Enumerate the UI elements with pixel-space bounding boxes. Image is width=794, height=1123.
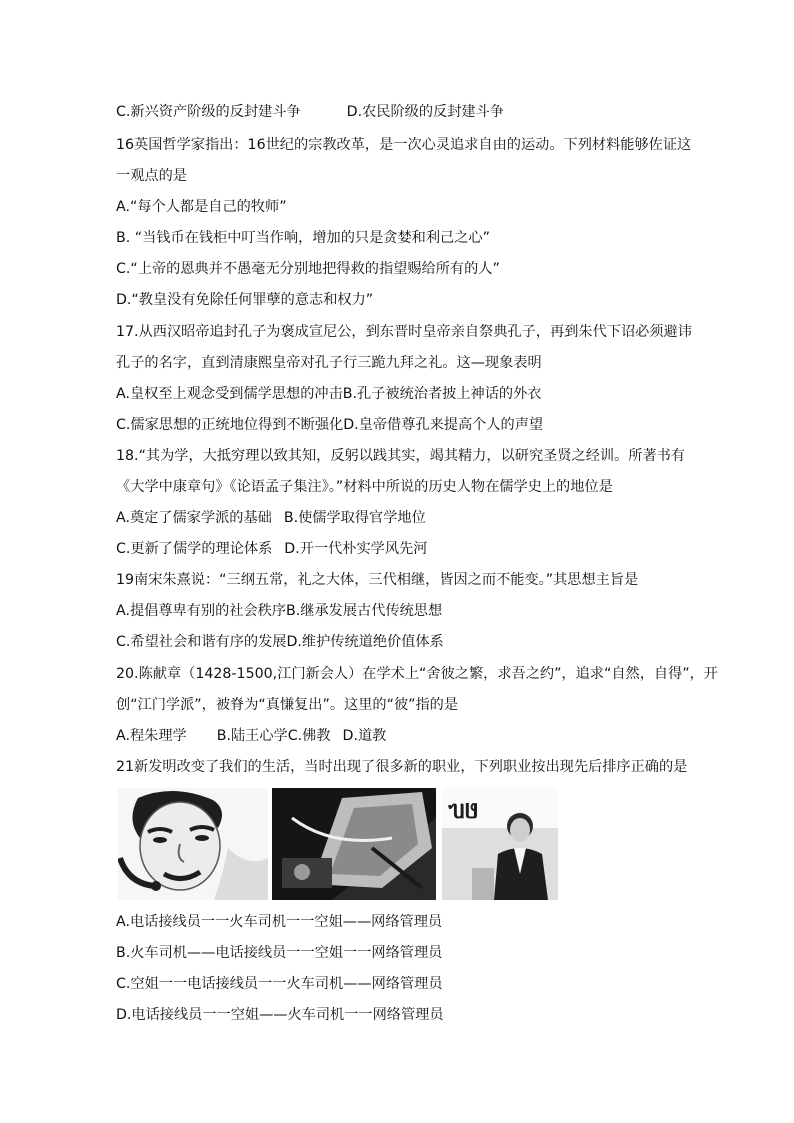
q18-option-c: C.更新了儒学的理论体系 <box>116 541 273 557</box>
q19-stem-line1: 19南宋朱熹说：“三纲五常，礼之大体，三代相继，皆因之而不能变。”其思想主旨是 <box>116 572 639 588</box>
q18-option-a: A.奠定了儒家学派的基础 <box>116 510 272 526</box>
photo-operator <box>118 788 268 900</box>
q19-options-ab: A.提倡尊卑有别的社会秩序B.继承发展古代传统思想 <box>116 603 443 619</box>
q15-option-d: D.农民阶级的反封建斗争 <box>346 104 504 120</box>
q16-option-b: B. “当钱币在钱柜中叮当作响，增加的只是贪婪和利己之心” <box>116 230 490 246</box>
q16-stem-line1: 16英国哲学家指出：16世纪的宗教改革，是一次心灵追求自由的运动。下列材料能够佐证这 <box>116 137 692 153</box>
q17-stem-line2: 孔子的名字，直到清康熙皇帝对孔子行三跪九拜之礼。这—现象表明 <box>116 355 542 371</box>
q17-options-cd: C.儒家思想的正统地位得到不断强化D.皇帝借尊孔来提高个人的声望 <box>116 417 544 433</box>
photo-sign-text: ᥔᥳ <box>448 795 479 825</box>
q21-photo-strip <box>118 788 558 900</box>
q16-option-d: D.“教皇没有免除任何罪孽的意志和权力” <box>116 292 374 308</box>
q18-stem-line1: 18.“其为学，大抵穷理以致其知，反躬以践其实，竭其精力，以研究圣贤之经训。所著书有 <box>116 448 686 464</box>
q19-options-cd: C.希望社会和谐有序的发展D.维护传统道绝价值体系 <box>116 634 444 650</box>
photo-train-driver <box>272 788 436 900</box>
q18-options-ab <box>116 508 426 528</box>
q16-stem-line2: 一观点的是 <box>116 168 187 184</box>
q20-stem-line1: 20.陈献章（1428-1500,江门新会人）在学术上“舍彼之繁，求吾之约”，追求“自然，自得”，开 <box>116 666 718 682</box>
q18-stem-line2: 《大学中康章句》《论语孟子集注》。”材料中所说的历史人物在儒学史上的地位是 <box>116 479 613 495</box>
q17-stem-line1: 17.从西汉昭帝追封孔子为褒成宣尼公，到东晋时皇帝亲自祭典孔子，再到朱代下诏必须避讳 <box>116 324 692 340</box>
q18-options-cd <box>116 539 427 559</box>
q17-options-ab: A.皇权至上观念受到儒学思想的冲击B.孔子被统治者披上神话的外衣 <box>116 386 542 402</box>
q15-option-c: C.新兴资产阶级的反封建斗争 <box>116 104 301 120</box>
q21-stem-line1: 21新发明改变了我们的生活，当时出现了很多新的职业，下列职业按出现先后排序正确的是 <box>116 759 688 775</box>
q16-option-a: A.“每个人都是自己的牧师” <box>116 199 287 215</box>
q15-options-cd <box>116 102 504 122</box>
q20-options-bcd: B.陆王心学C.佛教 <box>216 728 331 744</box>
q20-option-d: D.道教 <box>342 728 387 744</box>
q18-option-d: D.开一代朴实学风先河 <box>284 541 428 557</box>
q21-option-d: D.电话接线员一一空姐——火车司机一一网络管理员 <box>116 1007 444 1023</box>
q20-stem-line2: 创“江门学派”，被脊为“真慊复出”。这里的“彼”指的是 <box>116 697 459 713</box>
q20-options <box>116 726 386 746</box>
q18-option-b: B.使儒学取得官学地位 <box>283 510 426 526</box>
q16-option-c: C.“上帝的恩典并不愚毫无分别地把得救的指望赐给所有的人” <box>116 261 500 277</box>
q20-option-a: A.程朱理学 <box>116 728 187 744</box>
q21-option-b: B.火车司机——电话接线员一一空姐一一网络管理员 <box>116 945 443 961</box>
q21-option-c: C.空姐一一电话接线员一一火车司机——网络管理员 <box>116 976 443 992</box>
q21-option-a: A.电话接线员一一火车司机一一空姐——网络管理员 <box>116 914 443 930</box>
photo-network-admin <box>442 788 558 900</box>
